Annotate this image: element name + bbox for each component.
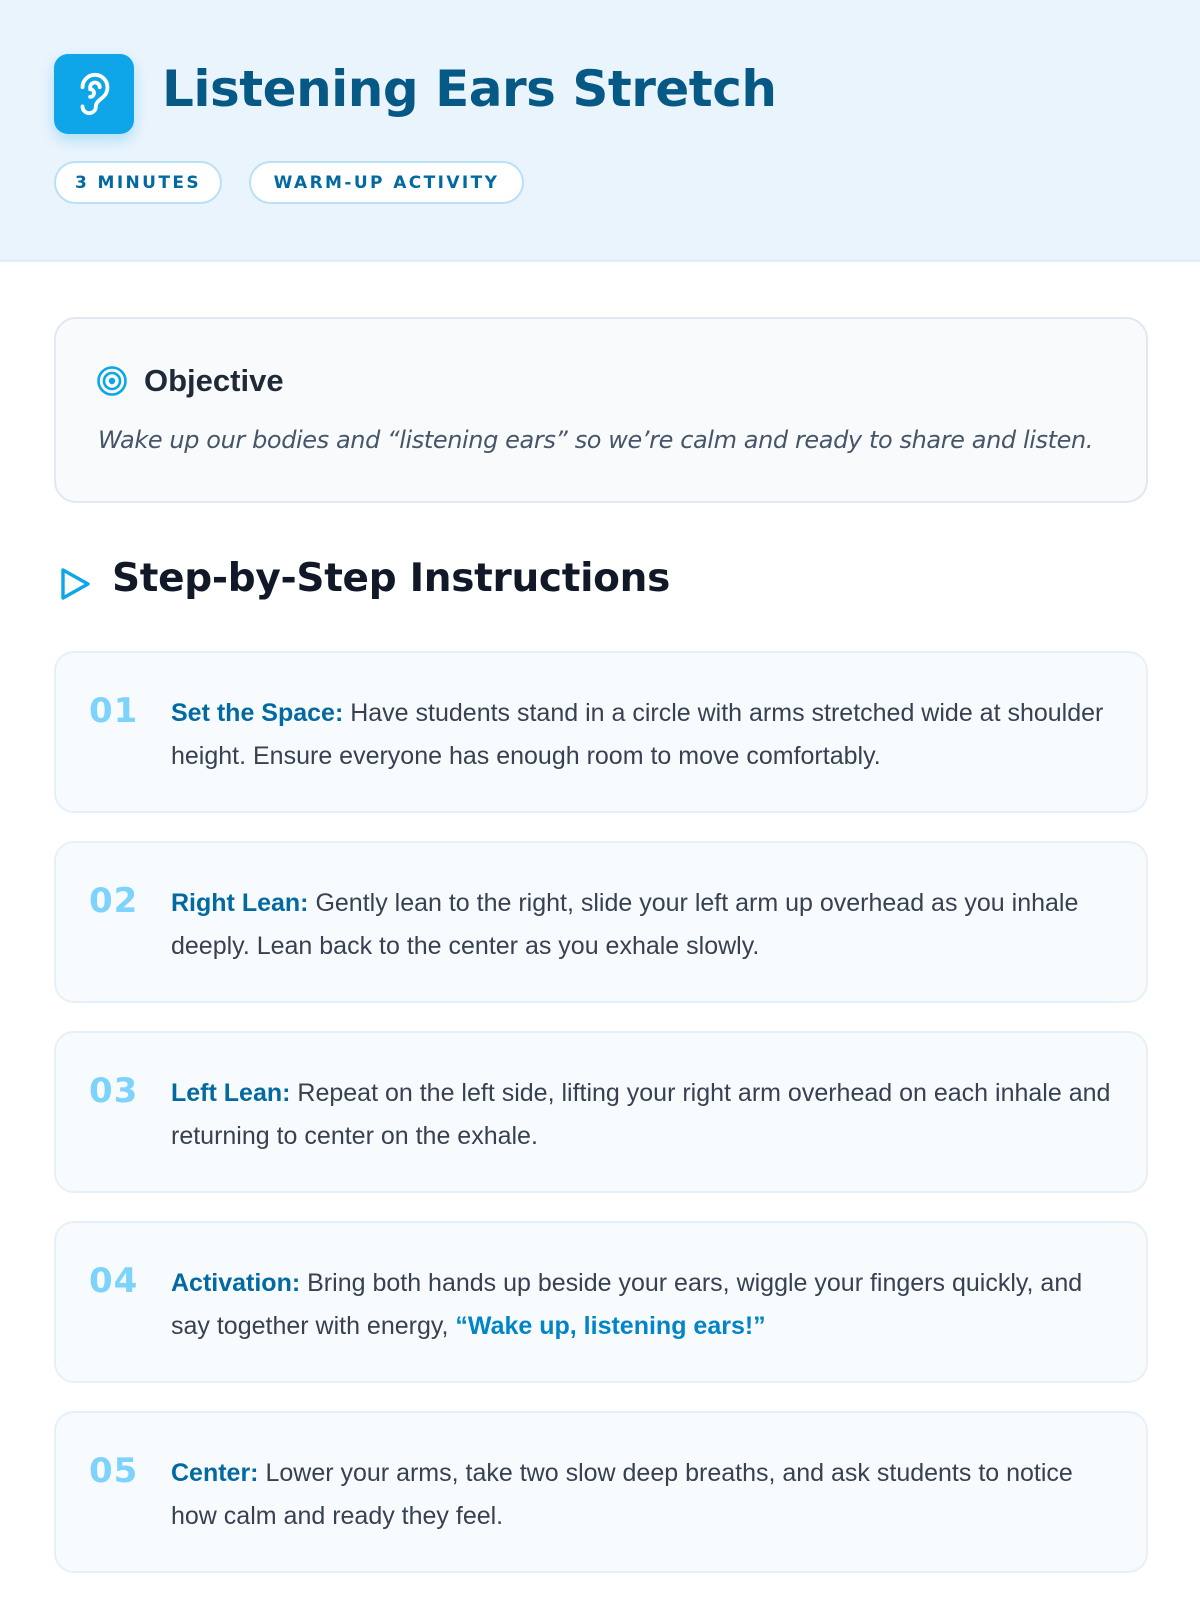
step-number: 03: [89, 1071, 139, 1111]
objective-heading: Objective: [144, 363, 284, 398]
step-description: Lower your arms, take two slow deep breaths, and ask students to notice how calm and ready they feel.: [171, 1459, 1073, 1530]
step-description: Have students stand in a circle with arms stretched wide at shoulder height. Ensure everyone has enough room to move comfortably.: [171, 699, 1104, 770]
page-header: [0, 0, 1200, 262]
step-quote: “Wake up, listening ears!”: [455, 1312, 766, 1340]
step-number: 04: [89, 1261, 139, 1301]
step-text: [171, 692, 1121, 778]
step-card: [54, 651, 1148, 813]
step-label: Set the Space:: [171, 699, 344, 727]
play-icon: [58, 566, 92, 602]
step-number: 02: [89, 881, 139, 921]
activity-type-badge: WARM-UP ACTIVITY: [249, 161, 524, 204]
step-description: Bring both hands up beside your ears, wiggle your fingers quickly, and say together with energy,: [171, 1269, 1083, 1340]
step-text: [171, 1072, 1121, 1158]
step-number: 05: [89, 1451, 139, 1491]
step-text: [171, 882, 1121, 968]
step-text: [171, 1262, 1121, 1348]
step-card: [54, 1411, 1148, 1573]
step-label: Center:: [171, 1459, 259, 1487]
instructions-heading: Step-by-Step Instructions: [112, 556, 671, 601]
ear-icon: [54, 54, 134, 134]
step-label: Activation:: [171, 1269, 301, 1297]
step-label: Left Lean:: [171, 1079, 291, 1107]
step-card: [54, 1031, 1148, 1193]
step-label: Right Lean:: [171, 889, 309, 917]
step-card: [54, 841, 1148, 1003]
page-title: Listening Ears Stretch: [162, 60, 777, 118]
target-icon: [96, 365, 128, 397]
step-text: [171, 1452, 1121, 1538]
objective-card: [54, 317, 1148, 503]
step-description: Gently lean to the right, slide your left arm up overhead as you inhale deeply. Lean back to the center as you exhale slowly.: [171, 889, 1079, 960]
objective-text: Wake up our bodies and “listening ears” so we’re calm and ready to share and listen.: [98, 426, 1094, 454]
duration-badge: 3 MINUTES: [54, 161, 222, 204]
step-number: 01: [89, 691, 139, 731]
step-card: [54, 1221, 1148, 1383]
step-description: Repeat on the left side, lifting your right arm overhead on each inhale and returning to center on the exhale.: [171, 1079, 1111, 1150]
